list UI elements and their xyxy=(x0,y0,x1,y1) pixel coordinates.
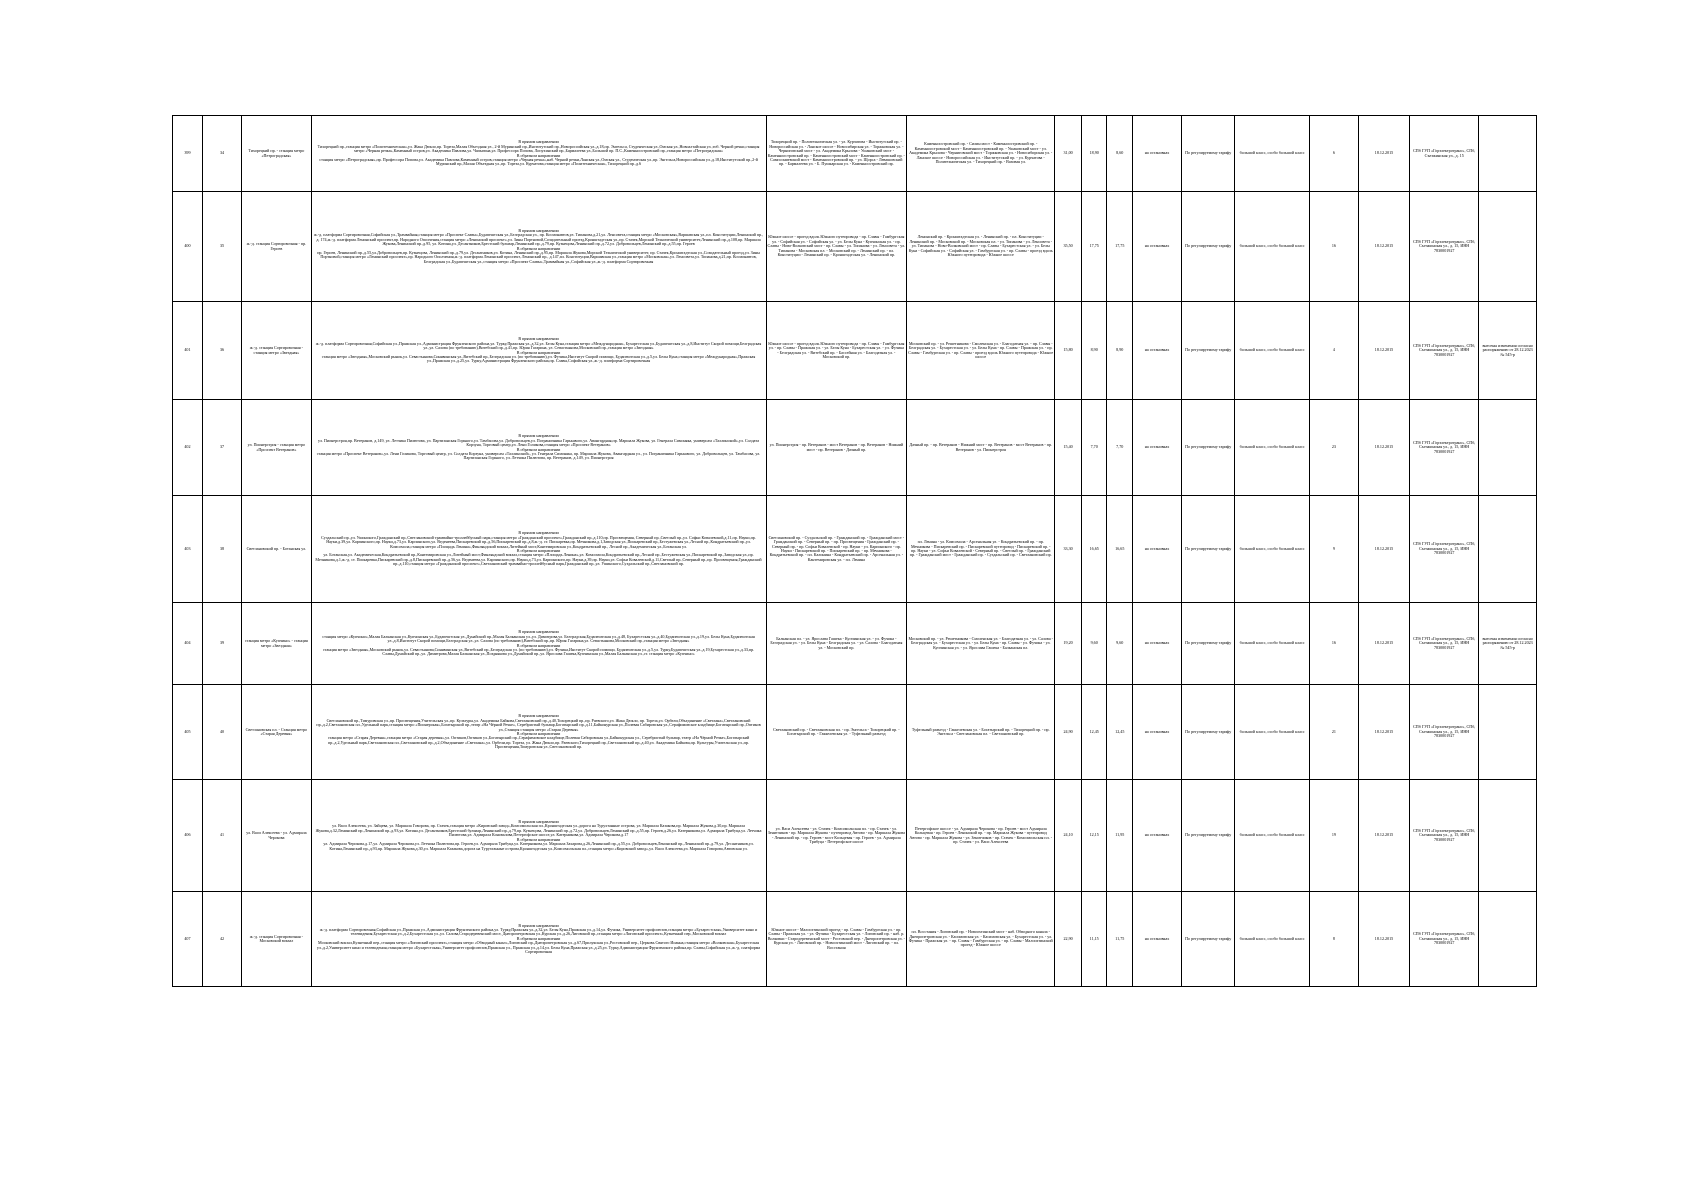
backward-path-text: станция метро «Старая Деревня»,станция метро «Старая деревня»,ул. Оптиков,Оптиков ул.,Богатырский пр.,Серафимовское кладбище,Полевая Сабировская ул.,Байконурская ул., Серебристый бульвар, театр «На Чёрной Речке»,Богатырский пр.,д.2,Удельный парк,Светлановская пл.,Светлановский пр.,д.2,Объединение «Светлана»,ул. Орбели,пр. Тореза, ул. Жака Дюкло,пр. Раевского,Тихорецкий пр.,Светлановский пр.,д.40,ул. Академика Байкова,пр. Культуры,Учительская ул.,пр. Просвещения,Тимуровская ул.,Светлановский пр. xyxy=(327,735,750,750)
stops-order-cell: на остановках xyxy=(1133,302,1182,400)
vehicle-count-cell: 16 xyxy=(1309,192,1358,302)
vehicle-count-cell: 6 xyxy=(1309,116,1358,192)
backward-streets-cell: Ленинский пр. - Кронштадтская ул. - Ленинский пр. - пл. Конституции - Ленинский пр. - Московский пр. - Московская пл. - ул. Типанова - ул. Ленсовета - ул. Типанова - Ново-Волковский мост - пр. Славы - Бухарестская ул. - ул. Белы Куна - Софийская ул. - Софийская ул. - Гамбургская ул. - пр. Славы - проезд вдоль Южного путепровода - Южное шоссе xyxy=(907,192,1055,302)
route-path-cell xyxy=(311,302,766,400)
vehicle-class-cell: большой класс, особо большой класс xyxy=(1235,302,1310,400)
forward-streets-cell: Балканская пл. - ул. Ярослава Гашека - Купчинская ул. - ул. Фучика - Белградская ул. - ул. Белы Куна - Белградская ул. - ул. Салова - Благодатная ул. - Московский пр. xyxy=(766,603,907,685)
route-length-cell: 24,90 xyxy=(1055,685,1082,780)
forward-streets-cell: ул. Пионерстроя - пр. Ветеранов - мост Ветеранов - пр. Ветеранов - Нижний мост - пр. Ветеранов - Дачный пр. xyxy=(766,400,907,496)
route-path-cell xyxy=(311,780,766,892)
carrier-cell: СПб ГУП «Горэлектротранс», СПб, Съезжинская ул., д. 15, ИНН 7830001927 xyxy=(1410,685,1479,780)
vehicle-count-cell: 23 xyxy=(1309,400,1358,496)
fare-type-cell: По регулируемому тарифу xyxy=(1182,400,1235,496)
start-date-cell: 18.12.2015 xyxy=(1358,496,1409,603)
table-row xyxy=(173,192,1537,302)
notes-cell xyxy=(1479,496,1537,603)
backward-streets-cell: Московский пр. - ул. Решетникова - Смоленская ул. - Благодатная ул. - пр. Славы - Белградская ул. - Бухарестская ул. - ул. Белы Куна - пр. Славы - Пражская ул. - пр. Славы - Гамбургская ул. - пр. Славы - проезд вдоль Южного путепровода - Южное шоссе xyxy=(907,302,1055,400)
vehicle-class-cell: большой класс, особо большой класс xyxy=(1235,496,1310,603)
notes-cell: внесены изменения согласно распоряжению от 28.12.2023 № 545-р xyxy=(1479,302,1537,400)
backward-length-cell: 9,60 xyxy=(1107,603,1133,685)
reg-number-cell: 406 xyxy=(173,780,203,892)
vehicle-count-cell: 19 xyxy=(1309,780,1358,892)
forward-streets-cell: Южное шоссе - проезд вдоль Южного путепровода - пр. Славы - Гамбургская ул. - Софийская ул. - Софийская ул. - ул. Белы Куна - Купчинская ул. - пр. Славы - Ново-Волковский мост - пр. Славы - ул. Типанова - ул. Ленсовета - ул. Типанова - Московская пл. - Московский пр. - Ленинский пр. - пл. Конституции - Ленинский пр. - Кронштадтская ул. - Ленинский пр. xyxy=(766,192,907,302)
backward-length-cell: 17,75 xyxy=(1107,192,1133,302)
backward-length-cell: 7,70 xyxy=(1107,400,1133,496)
backward-length-cell: 8,60 xyxy=(1107,116,1133,192)
forward-length-cell: 12,45 xyxy=(1081,685,1107,780)
forward-streets-cell: Южное шоссе - проезд вдоль Южного путепровода - пр. Славы - Гамбургская ул. - пр. Славы - Пражская ул. - ул. Белы Куна - Бухарестская ул. - ул. Фучика - Белградская ул. - Витебский пр. - Бассейная ул. - Благодатная ул. - Московский пр. xyxy=(766,302,907,400)
route-length-cell: 35,50 xyxy=(1055,192,1082,302)
route-name-cell: Тихорецкий пр. - станция метро «Петроградская» xyxy=(242,116,311,192)
fare-type-cell: По регулируемому тарифу xyxy=(1182,496,1235,603)
route-name-cell: ул. Васи Алексеева - ул. Адмирала Черокова xyxy=(242,780,311,892)
forward-path-text: Тихорецкий пр.,станция метро «Политехническая»,ул. Жака Дюкло,пр. Тореза,Малая Объездная ул., 2-й Муринский пр.,Институтский пр.,Новороссийская ул.,д.18,пр. Энгельса, Студенческая ул.,Омская ул.,Новоалтайская ул.,тоб. Черной речки,станция метро «Черная речка»,Каменный остров,ул. Академика Павлова,ул. Чапыгина,ул. Профессора Попова, Лопухинский пр.,Бармалеева ул.,Большой пр. П.С.,Каменноостровский пр.,станция метро «Петроградская» xyxy=(317,143,760,154)
table-row xyxy=(173,496,1537,603)
route-number-cell: 36 xyxy=(202,302,241,400)
forward-streets-cell: Южное шоссе - Малоохтинский проезд - пр. Славы - Гамбургская ул. - пр. Славы - Пражская ул. - ул. Фучика - Бухарестская ул. - Лиговский пр. - наб. р. Волковки - Стародеревенский мост - Ростовский пер. - Днепропетровская ул. - Курская ул. - Лиговский пр. - Новоохтинский мост - Лиговский пр. - пл. Восстания xyxy=(766,892,907,987)
start-date-cell: 18.12.2015 xyxy=(1358,116,1409,192)
backward-path-text: станция метро «Звездная»,Московский рынок,ул. Севастьянова,Синявинская ул.,Витебский пр.,Белградская ул. (по требованию),ул. Фучика,Институт Скорой помощи, Будапештская ул.,д.5,ул. Турку,Будапештская ул.,д.19,Бухарестская ул.,д.33,пр. Славы,Дунайский пр.,ул. Димитрова,Малая Балканская ул.,Позднякова ул.,Дунайский пр.,ул. Ярослава Гашека,Купчинская ул.,Малая Балканская ул.,ст. станция метро «Купчино» xyxy=(322,646,755,657)
notes-cell xyxy=(1479,780,1537,892)
stops-order-cell: на остановках xyxy=(1133,496,1182,603)
backward-direction-label: В обратном направлении xyxy=(516,642,561,648)
route-number-cell: 38 xyxy=(202,496,241,603)
routes-table-body xyxy=(173,116,1537,987)
route-length-cell: 15,80 xyxy=(1055,302,1082,400)
backward-length-cell: 11,75 xyxy=(1107,892,1133,987)
forward-length-cell: 18,90 xyxy=(1081,116,1107,192)
backward-direction-label: В обратном направлении xyxy=(516,935,561,941)
vehicle-class-cell: большой класс, особо большой класс xyxy=(1235,116,1310,192)
stops-order-cell: на остановках xyxy=(1133,603,1182,685)
fare-type-cell: По регулируемому тарифу xyxy=(1182,780,1235,892)
carrier-cell: СПб ГУП «Горэлектротранс», СПб, Съезжинская ул., д. 15, ИНН 7830001927 xyxy=(1410,496,1479,603)
stops-order-cell: на остановках xyxy=(1133,192,1182,302)
forward-streets-cell: Светлановский пр. - Суздальский пр. - Гражданский пр. - Гражданский мост - Гражданский пр. - Северный пр. - пр. Просвещения - Гражданский пр. - Северный пр. - пр. Софьи Ковалевской - пр. Науки - ул. Карпинского - пр. Науки - Пискаревский пр. - Пискаревский пр. - пр. Мечникова - Кондратьевский пр. - пл. Калинина - Кондратьевский пр. - Арсенальная ул. - Кантемировская ул. - пл. Ленина xyxy=(766,496,907,603)
backward-length-cell: 11,95 xyxy=(1107,780,1133,892)
forward-path-text: станция метро «Купчино»,Малая Балканская ул.,Купчинская ул.,Будапештская ул.,Дунайский пр.,Малая Балканская ул.,ул. Димитрова,ул. Белградская,Будапештская ул.,д.48, Бухарестская ул.,д.40,Будапештская ул.,д.19,ул. Белы Куна,Будапештская ул.,д.8,Институт Скорой помощи,Белградская ул.,ул. Салова (по требованию),Витебский пр.,пр. Юрия Гагарина,ул. Севастьянова,Московский пр.,станция метро «Звездная» xyxy=(322,633,755,644)
route-name-cell: ж.-д. станция Сортировочная - пр. Героев xyxy=(242,192,311,302)
backward-length-cell: 16,65 xyxy=(1107,496,1133,603)
vehicle-class-cell: большой класс, особо большой класс xyxy=(1235,685,1310,780)
backward-streets-cell: пл. Ленина - ул. Комсомола - Арсенальная ул. - Кондратьевский пр. - пр. Мечникова - Пискаревский пр. - Пискаревский путепровод - Пискаревский пр. - пр. Науки - ул. Софьи Ковалевской - Северный пр. - Светлый пр. - Гражданский пр. - Гражданский мост - Гражданский пр. - Суздальский пр. - Светлановский пр. xyxy=(907,496,1055,603)
start-date-cell: 18.12.2015 xyxy=(1358,302,1409,400)
start-date-cell: 18.12.2015 xyxy=(1358,892,1409,987)
start-date-cell: 18.12.2015 xyxy=(1358,192,1409,302)
fare-type-cell: По регулируемому тарифу xyxy=(1182,302,1235,400)
route-number-cell: 39 xyxy=(202,603,241,685)
table-row xyxy=(173,603,1537,685)
notes-cell xyxy=(1479,892,1537,987)
reg-number-cell: 400 xyxy=(173,192,203,302)
forward-path-text: ж.-д. платформа Сортировочная,Софийская ул.,Трамвайная,станция метро «Проспект Славы»,Будапештская ул.,Белградская ул., пр. Космонавтов,ул. Типанова,д.21,ул. Ленсовета,станция метро «Московская»,Варшавская ул.,пл. Конституции,Ленинский пр., д. 174,ж.-д. платформа Ленинский проспект,пр. Народного Ополчения,станция метро «Ленинский проспект»,ул. Зины Портновой,Созидательный проезд,Кронштадтская ул.,пр. Стачек,Морской Технический университет,Ленинский пр.,д.108,пр. Маршала Жукова,Ленинский пр.,д.95, ул. Котина,ул. Десантников,Брестский бульвар,Ленинский пр.,д.79,пр. Кузнецова,Ленинский пр.,д.72,ул. Добровольцев,Ленинский пр.,д.55,пр. Героев xyxy=(313,232,764,247)
notes-cell xyxy=(1479,116,1537,192)
backward-direction-label: В обратном направлении xyxy=(516,836,561,842)
forward-path-text: ж.-д. платформа Сортировочная,Софийская ул.,Пражская ул.,Администрация Фрунзенского района,ул. Турку,Пражская ул.,д.32,ул. Белы Куна,Пражская ул.,д.14,ул. Фучика, Университет профсоюзов,станция метро «Бухарестская»,Университет кино и телевидения,Бухарестская ул.,д.2,Бухарестская ул.,ул. Салова,Стародеревенский мост, Днепропетровская ул.,Курская ул.,д.26,Лиговский пр.,станция метро «Лиговский проспект»,Кузнечный пер.,Московский вокзал xyxy=(319,926,758,937)
backward-path-text: станция метро «Звездная»,Московский рынок,ул. Севастьянова,Синявинская ул.,Витебский пр.,Белградская ул. (по требованию),ул. Фучика,Институт Скорой помощи, Будапештская ул.,д.5,ул. Белы Куна,станция метро «Международная»,Пражская ул.,Пражская ул.,д.25,ул. Турку,Администрация Фрунзенского района,пр. Славы,Софийская ул.,ж.-д. платформа Сортировочная xyxy=(321,353,756,364)
forward-direction-label: В прямом направлении xyxy=(518,713,559,719)
forward-path-text: ж.-д. платформа Сортировочная,Софийская ул.,Пражская ул.,Администрация Фрунзенского района,ул. Турку,Пражская ул.,д.32,ул. Белы Куна,станция метро «Международная», Бухарестская ул.,Будапештская ул.,д.8,Институт Скорой помощи,Белградская ул.,ул. Салова (по требованию),Витебский пр.,д.41,пр. Юрия Гагарина, ул. Севастьянова,Московский пр.,станция метро «Звездная» xyxy=(315,340,762,351)
vehicle-class-cell: большой класс, особо большой класс xyxy=(1235,780,1310,892)
reg-number-cell: 403 xyxy=(173,496,203,603)
routes-table xyxy=(172,115,1537,987)
start-date-cell: 18.12.2015 xyxy=(1358,603,1409,685)
forward-length-cell: 12,15 xyxy=(1081,780,1107,892)
backward-path-text: станция метро «Петроградская»,пр. Профессора Попова,ул. Академика Павлова,Каменный остров,станция метро «Черная речка»,наб. Черной речки,Ланская ул.,Омская ул., Студенческая ул.,пр. Энгельса,Новороссийская ул.,д.18,Институтский пр.,2-й Муринский пр.,Малая Объездная ул.,пр. Тореза,ул. Курчатова,станция метро «Политехническая», Тихорецкий пр.,д.6 xyxy=(319,156,758,167)
backward-direction-label: В обратном направлении xyxy=(516,446,561,452)
carrier-cell: СПб ГУП «Горэлектротранс», СПб, Съезжинская ул., д. 15, ИНН 7830001927 xyxy=(1410,892,1479,987)
vehicle-count-cell: 16 xyxy=(1309,603,1358,685)
notes-cell xyxy=(1479,400,1537,496)
vehicle-class-cell: большой класс, особо большой класс xyxy=(1235,400,1310,496)
carrier-cell: СПб ГУП «Горэлектротранс», СПб, Съезжинская ул., д. 15, ИНН 7830001927 xyxy=(1410,302,1479,400)
route-path-cell xyxy=(311,892,766,987)
backward-direction-label: В обратном направлении xyxy=(516,548,561,553)
carrier-cell: СПб ГУП «Горэлектротранс», СПб, Съезжинская ул., д. 15, ИНН 7830001927 xyxy=(1410,192,1479,302)
fare-type-cell: По регулируемому тарифу xyxy=(1182,116,1235,192)
route-path-cell xyxy=(311,192,766,302)
forward-length-cell: 17,75 xyxy=(1081,192,1107,302)
backward-path-text: Московский вокзал,Кузнечный пер.,станция метро «Лиговский проспект»,станция метро «Обводный канал»,Лиговский пр.,Днепропетровская ул.,д.67,Прилукская ул.,Ростовский пер., Церковь Святого Иоанна,станция метро «Волковская»,Бухарестская ул.,д.2,Университет кино и телевидения,станция метро «Бухарестская»,Университет профсоюзов,Пражская ул., Пражская ул.,д.14,ул. Белы Куна,Пражская ул.,д.25,ул. Турку,Администрация Фрунзенского района,пр. Славы,Софийская ул.,ж.-д. платформа Сортировочная xyxy=(316,940,761,955)
backward-direction-label: В обратном направлении xyxy=(516,152,561,158)
route-number-cell: 42 xyxy=(202,892,241,987)
forward-direction-label: В прямом направлении xyxy=(518,530,559,536)
table-row xyxy=(173,780,1537,892)
stops-order-cell: на остановках xyxy=(1133,116,1182,192)
carrier-cell: СПб ГУП «Горэлектротранс», СПб, Съезжинская ул., д. 15, ИНН 7830001927 xyxy=(1410,400,1479,496)
forward-length-cell: 9,60 xyxy=(1081,603,1107,685)
forward-streets-cell: Тихорецкий пр. - Политехническая ул. - ул. Курчатова - Институтский пр. - Новороссийская ул. - Ланское шоссе - Новосибирская ул. - Торжковская ул. - Черниговский мост - ул. Академика Крылова - Ушаковский мост - Каменноостровский пр. - Каменноостровский мост - Каменноостровский пр. - Сампсониевский мост - Каменноостровский пр. - ул. Щорса - Левашовский пр. - Бармалеева ул. - Б. Пушкарская ул. - Каменноостровский пр. xyxy=(766,116,907,192)
table-row xyxy=(173,685,1537,780)
reg-number-cell: 404 xyxy=(173,603,203,685)
forward-path-text: ул. Пионерстроя,пр. Ветеранов, д.149, ул. Летчика Пилютова, ул. Партизанская Горького,ул. Тамбасова,ул. Добровольцев,ул. Пограничника Гарькавого,ул. Авангардная,пр. Маршала Жукова, ул. Генерала Симоняка, универсам «Таллинский»,ул. Солдата Корзуна, Торговый центр,ул. Лени Голикова,станция метро «Проспект Ветеранов» xyxy=(317,437,760,448)
table-row xyxy=(173,116,1537,192)
vehicle-count-cell: 21 xyxy=(1309,685,1358,780)
carrier-cell: СПб ГУП «Горэлектротранс», СПб, Съезжинская ул., д. 15, ИНН 7830001927 xyxy=(1410,603,1479,685)
reg-number-cell: 407 xyxy=(173,892,203,987)
route-number-cell: 37 xyxy=(202,400,241,496)
start-date-cell: 18.12.2015 xyxy=(1358,685,1409,780)
carrier-cell: СПб ГУП «Горэлектротранс», СПб, Съезжинская ул., д. 15, ИНН 7830001927 xyxy=(1410,780,1479,892)
vehicle-class-cell: большой класс, особо большой класс xyxy=(1235,603,1310,685)
route-length-cell: 33,30 xyxy=(1055,496,1082,603)
table-row xyxy=(173,892,1537,987)
vehicle-count-cell: 8 xyxy=(1309,892,1358,987)
route-name-cell: ж.-д. станция Сортировочная - Московский вокзал xyxy=(242,892,311,987)
route-path-cell xyxy=(311,400,766,496)
route-number-cell: 35 xyxy=(202,192,241,302)
route-path-cell xyxy=(311,685,766,780)
forward-length-cell: 7,70 xyxy=(1081,400,1107,496)
vehicle-count-cell: 9 xyxy=(1309,496,1358,603)
backward-streets-cell: Петергофское шоссе - ул. Адмирала Черокова - пр. Героев - мост Адмирала Кольцевая - пр. Героев - Ленинский пр. - пр. Маршала Жукова - путепровод Автово - пр. Маршала Жукова - ул. Зенитчиков - пр. Стачек - Комсомольская пл. - пр. Стачек - ул. Васи Алексеева xyxy=(907,780,1055,892)
backward-direction-label: В обратном направлении xyxy=(516,349,561,355)
vehicle-class-cell: большой класс, особо большой класс xyxy=(1235,192,1310,302)
route-name-cell: ул. Пионерстроя - станция метро «Проспект Ветеранов» xyxy=(242,400,311,496)
backward-path-text: ул. Ботанская,ул. Академическая,Кондратьевский пр.,Кантемировская ул.,Литейный мост,Финляндский вокзал,станция метро «Площадь Ленина»,ул. Комсомола,Кондратьевский пр.,Лесной пр.,Бестужевская ул.,Пискаревский пр.,Заводская ул.,пр. Мечникова,д.1,ж.-д. ст. Пискаревка,Пискаревский пр.,д.8,Пискаревский пр.,д.56,ул. Веденеева,ул. Карпинского,пр. Науки,д.73,ул. Карпинского,пр. Науки,д.39,пр. Науки,ул. Софьи Ковалевской,д.11,Светлый пр.,Северный пр.,пр. Просвещения,Гражданский пр.,д.110,станция метро «Гражданский проспект»,Светлановский трамвайно-троллейбусный парк,Гражданский пр.,ул. Ушинского,Суздальский пр.,Светлановский пр. xyxy=(315,552,762,567)
forward-path-text: ул. Васи Алексеева, ул. Зайцева, ул. Маршала Говорова, пр. Стачек,станция метро «Кировский завод»,Комсомольская пл.,Кронштадтская ул.,дорога на Турухтанные острова, ул. Маршала Казакова,пр. Маршала Жукова,д.30,пр. Маршала Жукова,д.32,Ленинский пр.,Ленинский пр.,д.93,ул. Котина,ул. Десантников,Брестский бульвар,Ленинский пр.,д.79,пр. Кузнецова, Ленинский пр.,д.72,ул. Добровольцев,Ленинский пр.,д.55,пр. Героев,д.26,ул. Катерникова,ул. Адмирала Трибуца,ул. Летчика Пилютова,ул. Адмирала Коновалова,Петергофское шоссе,ул. Катерникова,ул. Адмирала Черокова,д.17 xyxy=(315,823,762,838)
backward-path-text: ул. Адмирала Черокова,д.17,ул. Адмирала Черокова,ул. Летчика Пилютова,пр. Героев,ул. Адмирала Трибуца,ул. Катерникова,ул. Маршала Захарова,д.26,Ленинский пр.,д.55,ул. Добровольцев,Ленинский пр.,Ленинский пр.,д.79,ул. Десантников,ул. Котина,Ленинский пр.,д.93,пр. Маршала Жукова,д.30,ул. Маршала Казакова,дорога на Турухтанные острова,Кронштадтская ул.,Комсомольская пл.,станция метро «Кировский завод»,ул. Васи Алексеева,ул. Маршала Говорова,Автовская ул. xyxy=(323,841,754,851)
stops-order-cell: на остановках xyxy=(1133,400,1182,496)
route-length-cell: 24,10 xyxy=(1055,780,1082,892)
route-number-cell: 41 xyxy=(202,780,241,892)
route-length-cell: 15,40 xyxy=(1055,400,1082,496)
route-path-cell xyxy=(311,496,766,603)
route-length-cell: 22,90 xyxy=(1055,892,1082,987)
reg-number-cell: 399 xyxy=(173,116,203,192)
forward-length-cell: 8,90 xyxy=(1081,302,1107,400)
route-length-cell: 19,20 xyxy=(1055,603,1082,685)
fare-type-cell: По регулируемому тарифу xyxy=(1182,685,1235,780)
backward-streets-cell: Каменноостровский пр. - Силин мост - Каменноостровский пр. - Каменноостровский мост - Каменноостровский пр. - Ушаковский мост - ул. Академика Крылова - Черниговский мост - Торжковская ул. - Новосибирская ул. - Ланское шоссе - Новороссийская ул. - Институтский пр. - ул. Курчатова - Политехническая ул. - Тихорецкий пр. - Вазовая ул. xyxy=(907,116,1055,192)
backward-direction-label: В обратном направлении xyxy=(516,731,561,736)
backward-path-text: станция метро «Проспект Ветеранов»,ул. Лени Голикова, Торговый центр, ул. Солдата Корзуна, универсам «Таллинский», ул. Генерала Симоняка, пр. Маршала Жукова, Авангардная ул., ул. Пограничника Гарькавого, ул. Добровольцев, ул. Тамбасова, ул. Партизанская Горького, ул. Летчика Пилютова, пр. Ветеранов, д.149, ул. Пионерстроя xyxy=(316,450,761,461)
route-number-cell: 34 xyxy=(202,116,241,192)
notes-cell xyxy=(1479,685,1537,780)
forward-direction-label: В прямом направлении xyxy=(518,433,559,439)
start-date-cell: 18.12.2015 xyxy=(1358,400,1409,496)
vehicle-count-cell: 4 xyxy=(1309,302,1358,400)
forward-streets-cell: Светлановский пр. - Светлановская пл. - пр. Энгельса - Тихорецкий пр. - Богатырский пр. - Гаккелевская ул. - Туфельный разъезд xyxy=(766,685,907,780)
reg-number-cell: 402 xyxy=(173,400,203,496)
forward-path-text: Суздальский пр.,ул. Ушинского,Гражданский пр.,Светлановский трамвайно-троллейбусный парк,станция метро «Гражданский проспект»,Гражданский пр.,д.110,пр. Просвещения, Северный пр.,Светлый пр.,ул. Софьи Ковалевской,д.11,пр. Науки,пр. Науки,д.39,ул. Карпинского,пр. Науки,д.73,ул. Карпинского,ул. Веденеева,Пискаревский пр.,д.56,Пискаревский пр.,д.8,ж.-д. ст. Пискаревка,пр. Мечникова,д.1,Заводская ул.,Пискаревский пр.,Бестужевская ул.,Лесной пр.,Кондратьевский пр.,ул. Комсомола,станция метро «Площадь Ленина»,Финляндский вокзал,Литейный мост,Кантемировская ул.,Кондратьевский пр., Лесной пр.,Академическая ул.,Ботанская ул. xyxy=(321,534,756,549)
fare-type-cell: По регулируемому тарифу xyxy=(1182,892,1235,987)
backward-direction-label: В обратном направлении xyxy=(516,245,561,251)
stops-order-cell: на остановках xyxy=(1133,685,1182,780)
vehicle-class-cell: большой класс, особо большой класс xyxy=(1235,892,1310,987)
route-length-cell: 31,00 xyxy=(1055,116,1082,192)
route-name-cell: станция метро «Купчино» - станция метро «Звездная» xyxy=(242,603,311,685)
forward-direction-label: В прямом направлении xyxy=(518,139,559,145)
route-name-cell: Светлановский пр. - Ботанская ул. xyxy=(242,496,311,603)
route-name-cell: Светлановская пл. - Станция метро «Старая Деревня» xyxy=(242,685,311,780)
forward-length-cell: 11,15 xyxy=(1081,892,1107,987)
route-path-cell xyxy=(311,116,766,192)
forward-direction-label: В прямом направлении xyxy=(518,227,559,233)
notes-cell xyxy=(1479,192,1537,302)
backward-streets-cell: пл. Восстания - Лиговский пр. - Новоохтинский мост - наб. Обводного канала - Днепропетровская ул. - Касимовская ул. - Касимовская ул. - Бухарестская ул. - ул. Фучика - Пражская ул. - пр. Славы - Гамбургская ул. - пр. Славы - Малоохтинский проезд - Южное шоссе xyxy=(907,892,1055,987)
backward-length-cell: 8,90 xyxy=(1107,302,1133,400)
route-number-cell: 40 xyxy=(202,685,241,780)
backward-streets-cell: Московский пр. - ул. Решетникова - Смоленская ул. - Благодатная ул. - ул. Салова - Белградская ул. - Бухарестская ул. - ул. Белы Куна - пр. Славы - ул. Фучика - ул. Купчинская ул. - ул. Ярослава Гашека - Балканская пл. xyxy=(907,603,1055,685)
table-row xyxy=(173,400,1537,496)
route-name-cell: ж.-д. станция Сортировочная - станция метро «Звездная» xyxy=(242,302,311,400)
carrier-cell: СПб ГУП «Горэлектротранс», СПб, Съезжинская ул., д. 15 xyxy=(1410,116,1479,192)
forward-streets-cell: ул. Васи Алексеева - ул. Стачек - Комсомольская пл. - пр. Стачек - ул. Зенитчиков - пр. Маршала Жукова - путепровод Автово - пр. Маршала Жукова - Ленинский пр. - пр. Героев - мост Кольцевая - пр. Героев - ул. Адмирала Трибуца - Петергофское шоссе xyxy=(766,780,907,892)
backward-streets-cell: Дачный пр. - пр. Ветеранов - Нижний мост - пр. Ветеранов - мост Ветеранов - пр. Ветеранов - ул. Пионерстроя xyxy=(907,400,1055,496)
notes-cell: внесены изменения согласно распоряжению от 28.12.2023 № 545-р xyxy=(1479,603,1537,685)
forward-length-cell: 16,65 xyxy=(1081,496,1107,603)
reg-number-cell: 405 xyxy=(173,685,203,780)
reg-number-cell: 401 xyxy=(173,302,203,400)
fare-type-cell: По регулируемому тарифу xyxy=(1182,192,1235,302)
backward-length-cell: 12,45 xyxy=(1107,685,1133,780)
table-row xyxy=(173,302,1537,400)
forward-direction-label: В прямом направлении xyxy=(518,629,559,635)
route-path-cell xyxy=(311,603,766,685)
fare-type-cell: По регулируемому тарифу xyxy=(1182,603,1235,685)
stops-order-cell: на остановках xyxy=(1133,780,1182,892)
backward-path-text: пр. Героев, Ленинский пр.,д.55,ул.Добровольцев,пр. Кузнецова, Ленинский пр.,д.79,ул. Десантников,ул. Котина, Ленинский пр.,д.95,пр. Маршала Жукова,Морской Технический университет, пр. Стачек,Кронштадтская ул.,Созидательный проезд,ул. Зины Портновой,станция метро «Ленинский проспект»,пр. Народного Ополчения,ж.-д. платформа Ленинский проспект, Ленинский пр., д.147,пл. Конституции,Варшавская ул.,станция метро «Московская»,ул. Ленсовета,ул. Типанова,д.21,пр. Космонавтов, Белградская ул.,Будапештская ул.,станция метро «Проспект Славы»,Трамвайная ул.,Софийская ул.,ж.-д. платформа Сортировочная xyxy=(317,249,760,264)
forward-direction-label: В прямом направлении xyxy=(518,336,559,342)
forward-path-text: Светлановский пр.,Тимуровская ул.,пр. Просвещения,Учительская ул.,пр. Культуры,ул. Академика Байкова,Светлановский пр.,д.40,Тихорецкий пр.,пр. Раевского,ул. Жака Дюкло, пр. Тореза,ул. Орбели,Объединение «Светлана»,Светлановский пр.,д.2,Светлановская пл.,Удельный парк,станция метро «Пионерская»,Богатырский пр.,театр «На Чёрной Речке», Серебристый бульвар,Богатырский пр.,д.11,Байконурская ул.,Полевая Сабировская ул.,Серафимовское кладбище,Богатырский пр.,Оптиков ул.,Станция станция метро «Старая Деревня» xyxy=(316,717,761,732)
forward-direction-label: В прямом направлении xyxy=(518,819,559,825)
stops-order-cell: на остановках xyxy=(1133,892,1182,987)
backward-streets-cell: Туфельный разъезд - Гаккелевская ул. - Богатырский пр. - Тихорецкий пр. - пр. Энгельса - Светлановская пл. - Светлановский пр. xyxy=(907,685,1055,780)
start-date-cell: 18.12.2015 xyxy=(1358,780,1409,892)
forward-direction-label: В прямом направлении xyxy=(518,922,559,928)
